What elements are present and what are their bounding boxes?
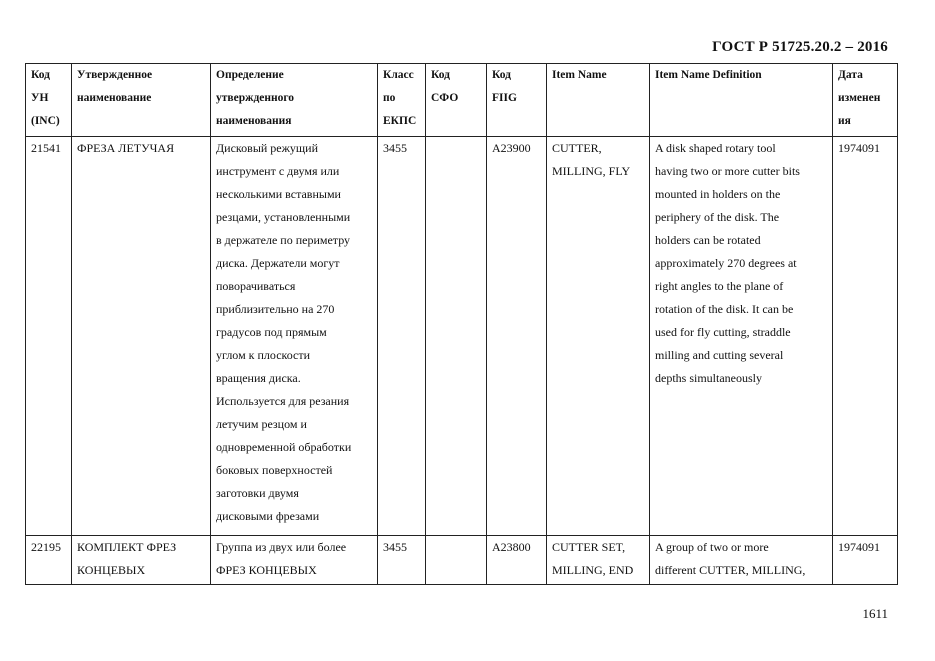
cell-item-definition: A group of two or more different CUTTER, MILLING, [650, 535, 833, 584]
cell-fiig: A23800 [487, 535, 547, 584]
table-row [26, 137, 898, 536]
cell-inc: 21541 [26, 137, 72, 536]
header-change-date: Дата изменен ия [833, 64, 898, 137]
cell-class: 3455 [378, 137, 426, 536]
cell-fiig: A23900 [487, 137, 547, 536]
page-number: 1611 [862, 606, 888, 621]
cell-inc: 22195 [26, 535, 72, 584]
header-approved-name: Утвержденное наименование [72, 64, 211, 137]
table-row [26, 535, 898, 584]
cell-class: 3455 [378, 535, 426, 584]
cell-sfo [426, 137, 487, 536]
header-item-name: Item Name [547, 64, 650, 137]
cell-item-name: CUTTER SET, MILLING, END [547, 535, 650, 584]
catalog-table [25, 63, 898, 585]
cell-sfo [426, 535, 487, 584]
cell-definition-ru: Дисковый режущий инструмент с двумя или несколькими вставными резцами, установленными в держателе по периметру диска. Держатели могут поворачиваться приблизительно на 270 градусов под прямым углом к плоскости вращения диска. Используется для резания летучим резцом и одновременной обработки боковых поверхностей заготовки двумя дисковыми фрезами [211, 137, 378, 536]
cell-item-name: CUTTER, MILLING, FLY [547, 137, 650, 536]
cell-item-definition: A disk shaped rotary tool having two or more cutter bits mounted in holders on the periphery of the disk. The holders can be rotated approximately 270 degrees at right angles to the plane of rotation of the disk. It can be used for fly cutting, straddle milling and cutting several depths simultaneously [650, 137, 833, 536]
header-item-name-definition: Item Name Definition [650, 64, 833, 137]
cell-date: 1974091 [833, 535, 898, 584]
cell-name-ru: ФРЕЗА ЛЕТУЧАЯ [72, 137, 211, 536]
table-header-row [26, 64, 898, 137]
cell-name-ru: КОМПЛЕКТ ФРЕЗ КОНЦЕВЫХ [72, 535, 211, 584]
cell-date: 1974091 [833, 137, 898, 536]
header-ekps-class: Класс по ЕКПС [378, 64, 426, 137]
document-title: ГОСТ Р 51725.20.2 – 2016 [712, 39, 888, 55]
header-sfo-code: Код СФО [426, 64, 487, 137]
cell-definition-ru: Группа из двух или более ФРЕЗ КОНЦЕВЫХ [211, 535, 378, 584]
header-fiig-code: Код FIIG [487, 64, 547, 137]
header-inc-code: Код УН (INC) [26, 64, 72, 137]
header-name-definition-ru: Определение утвержденного наименования [211, 64, 378, 137]
